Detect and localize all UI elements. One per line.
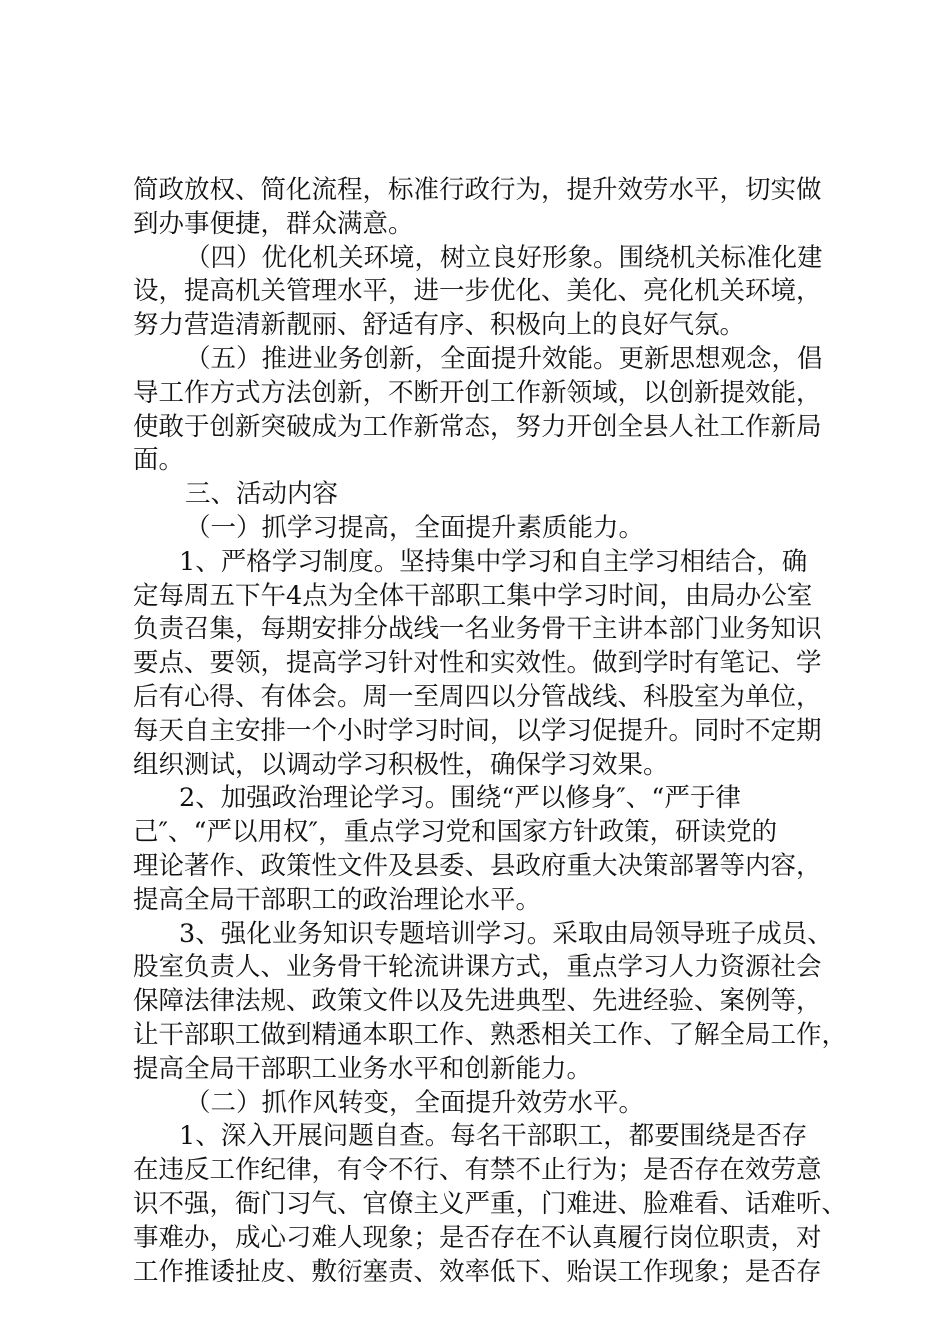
- text-line: 面。: [133, 445, 185, 476]
- paragraph-start: 1、深入开展问题自查。每名干部职工，都要围绕是否存: [179, 1121, 808, 1152]
- text-line: 在违反工作纪律，有令不行、有禁不止行为；是否存在效劳意: [133, 1155, 822, 1186]
- body-text: [133, 174, 848, 1289]
- text-line: 提高全局干部职工业务水平和创新能力。: [133, 1053, 593, 1084]
- paragraph-start: 2、加强政治理论学习。围绕“严以修身″、“严于律: [179, 783, 741, 814]
- text-line: 保障法律法规、政策文件以及先进典型、先进经验、案例等，: [133, 986, 822, 1017]
- text-line: 组织测试，以调动学习积极性，确保学习效果。: [133, 749, 669, 780]
- section-heading: （五）推进业务创新，全面提升效能。更新思想观念，倡: [185, 343, 823, 374]
- text-line: 使敢于创新突破成为工作新常态，努力开创全县人社工作新局: [133, 411, 822, 442]
- text-line: 工作推诿扯皮、敷衍塞责、效率低下、贻误工作现象；是否存: [133, 1256, 822, 1287]
- text-line: 导工作方式方法创新，不断开创工作新领域，以创新提效能，: [133, 377, 822, 408]
- text-line: 后有心得、有体会。周一至周四以分管战线、科股室为单位，: [133, 681, 822, 712]
- text-line: 提高全局干部职工的政治理论水平。: [133, 884, 542, 915]
- text-line: 设，提高机关管理水平，进一步优化、美化、亮化机关环境，: [133, 276, 822, 307]
- paragraph-start: 3、强化业务知识专题培训学习。采取由局领导班子成员、: [179, 918, 833, 949]
- section-heading: 三、活动内容: [185, 479, 339, 510]
- section-heading: （二）抓作风转变，全面提升效劳水平。: [185, 1087, 645, 1118]
- text-line: 识不强，衙门习气、官僚主义严重，门难进、脸难看、话难听、: [133, 1188, 848, 1219]
- text-line: 负责召集，每期安排分战线一名业务骨干主讲本部门业务知识: [133, 614, 822, 645]
- text-line: 简政放权、简化流程，标准行政行为，提升效劳水平，切实做: [133, 175, 822, 205]
- text-line: 每天自主安排一个小时学习时间，以学习促提升。同时不定期: [133, 715, 822, 746]
- section-heading: （四）优化机关环境，树立良好形象。围绕机关标准化建: [185, 242, 823, 273]
- paragraph-start: 1、严格学习制度。坚持集中学习和自主学习相结合，确: [179, 546, 808, 577]
- text-line: 让干部职工做到精通本职工作、熟悉相关工作、了解全局工作，: [133, 1019, 848, 1050]
- text-line: 定每周五下午4点为全体干部职工集中学习时间，由局办公室: [133, 580, 813, 611]
- text-line: 要点、要领，提高学习针对性和实效性。做到学时有笔记、学: [133, 648, 822, 679]
- text-line: 努力营造清新靓丽、舒适有序、积极向上的良好气氛。: [133, 310, 746, 341]
- text-line: 理论著作、政策性文件及县委、县政府重大决策部署等内容，: [133, 850, 822, 881]
- text-line: 己″、“严以用权″，重点学习党和国家方针政策，研读党的: [133, 817, 778, 848]
- text-line: 股室负责人、业务骨干轮流讲课方式，重点学习人力资源社会: [133, 952, 822, 983]
- text-line: 事难办，成心刁难人现象；是否存在不认真履行岗位职责，对: [133, 1222, 822, 1253]
- text-line: 到办事便捷，群众满意。: [133, 208, 414, 239]
- section-heading: （一）抓学习提高，全面提升素质能力。: [185, 512, 645, 543]
